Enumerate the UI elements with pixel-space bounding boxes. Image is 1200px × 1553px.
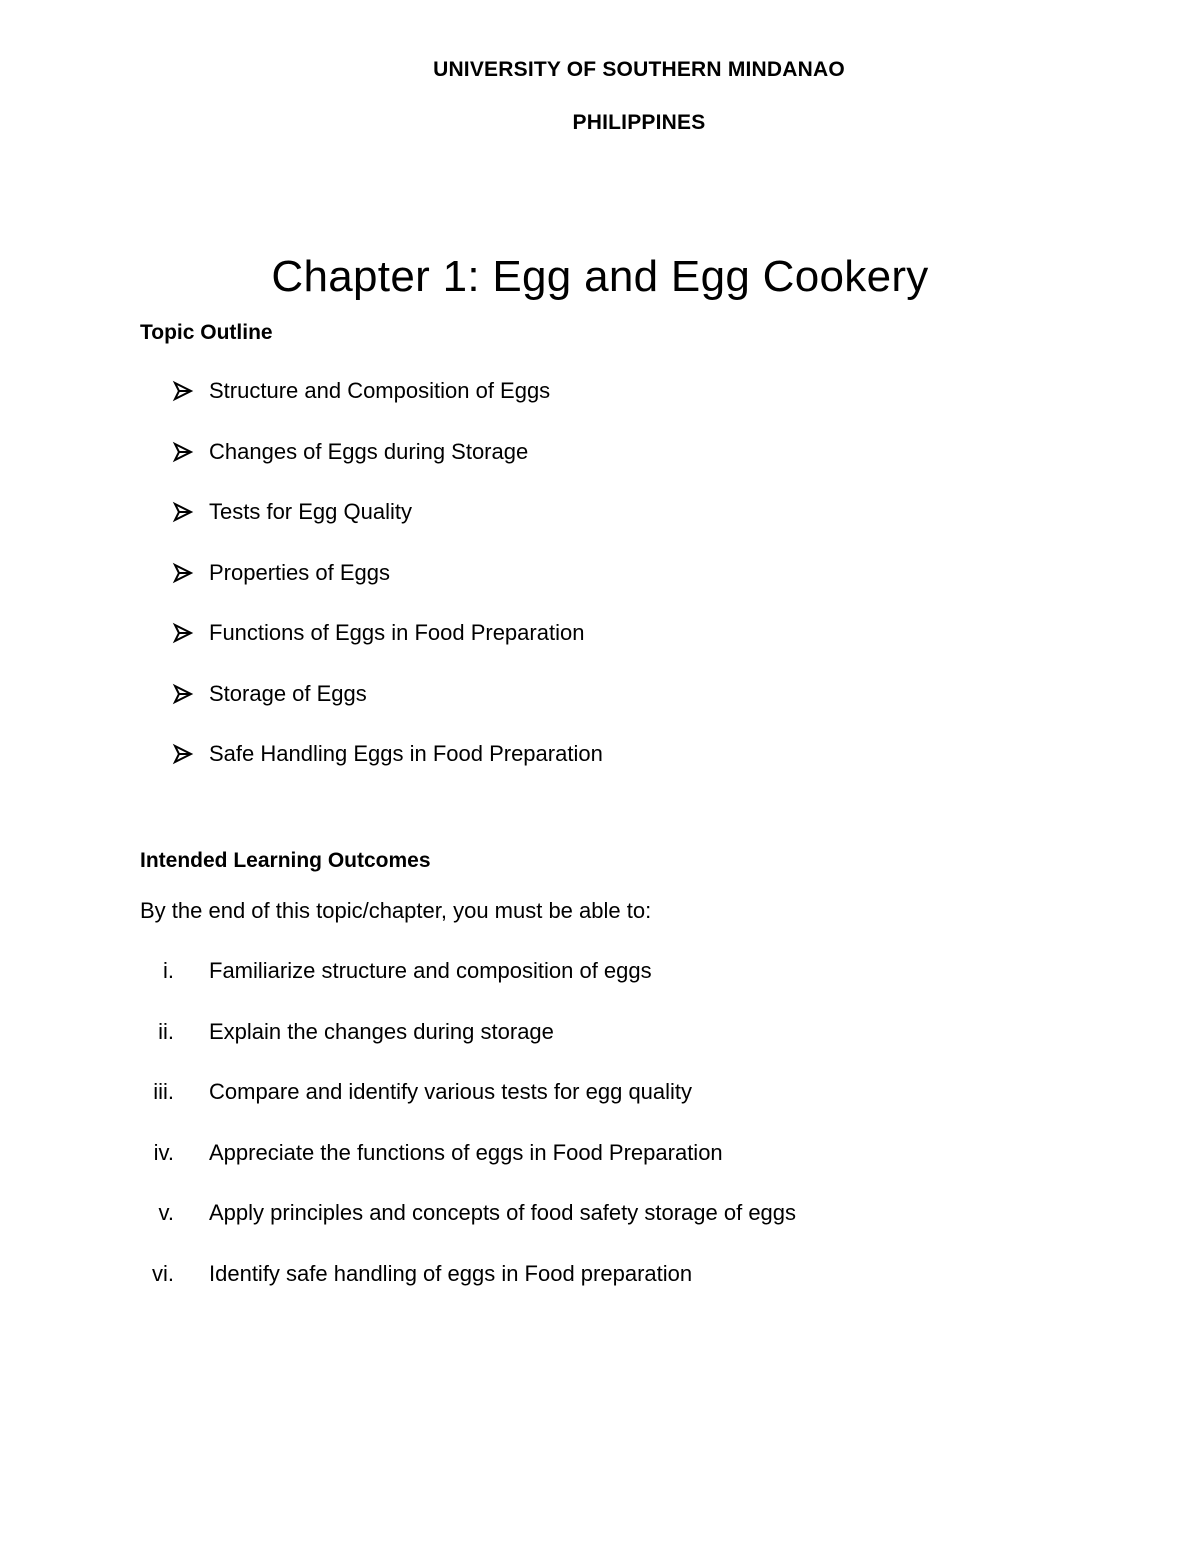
outcome-text: Identify safe handling of eggs in Food preparation (209, 1260, 693, 1286)
outcome-marker: ii. (158, 1018, 174, 1044)
arrowhead-bullet-icon (172, 683, 194, 705)
outcome-item (0, 1079, 1100, 1140)
arrowhead-bullet-icon (172, 441, 194, 463)
outcome-text: Compare and identify various tests for egg quality (209, 1079, 693, 1104)
outline-item-text: Safe Handling Eggs in Food Preparation (209, 741, 603, 766)
outline-item-text: Changes of Eggs during Storage (209, 438, 529, 464)
topic-outline-list (0, 378, 1100, 802)
country-name: PHILIPPINES (572, 111, 706, 134)
arrowhead-bullet-icon (172, 501, 194, 523)
outline-item-text: Storage of Eggs (209, 680, 367, 706)
outcome-item (0, 958, 1100, 1019)
outcome-marker: iv. (153, 1139, 174, 1165)
outcome-marker: iii. (153, 1079, 174, 1104)
outcome-item (0, 1200, 1100, 1261)
learning-outcomes-intro: By the end of this topic/chapter, you must be able to: (140, 898, 652, 923)
outline-item (0, 560, 1100, 621)
outcome-text: Appreciate the functions of eggs in Food Preparation (209, 1139, 723, 1165)
outcome-text: Familiarize structure and composition of eggs (209, 958, 652, 983)
topic-outline-heading: Topic Outline (140, 321, 273, 344)
learning-outcomes-list (0, 958, 1100, 1321)
outline-item (0, 620, 1100, 681)
outcome-item (0, 1261, 1100, 1322)
outcome-marker: vi. (152, 1260, 174, 1286)
arrowhead-bullet-icon (172, 380, 194, 402)
outline-item-text: Functions of Eggs in Food Preparation (209, 620, 585, 645)
outcome-item (0, 1140, 1100, 1201)
outline-item-text: Properties of Eggs (209, 559, 390, 585)
chapter-title: Chapter 1: Egg and Egg Cookery (271, 252, 929, 301)
outline-item (0, 681, 1100, 742)
arrowhead-bullet-icon (172, 562, 194, 584)
outcome-marker: v. (158, 1200, 174, 1225)
outline-item-text: Tests for Egg Quality (209, 499, 412, 524)
outcome-text: Apply principles and concepts of food safety storage of eggs (209, 1200, 797, 1225)
outline-item (0, 499, 1100, 560)
arrowhead-bullet-icon (172, 743, 194, 765)
arrowhead-bullet-icon (172, 622, 194, 644)
outcome-marker: i. (163, 958, 174, 983)
outcome-text: Explain the changes during storage (209, 1018, 554, 1044)
outline-item (0, 741, 1100, 802)
outline-item (0, 439, 1100, 500)
university-name: UNIVERSITY OF SOUTHERN MINDANAO (433, 58, 845, 81)
outcome-item (0, 1019, 1100, 1080)
outline-item-text: Structure and Composition of Eggs (209, 378, 551, 403)
outline-item (0, 378, 1100, 439)
learning-outcomes-heading: Intended Learning Outcomes (140, 849, 431, 872)
